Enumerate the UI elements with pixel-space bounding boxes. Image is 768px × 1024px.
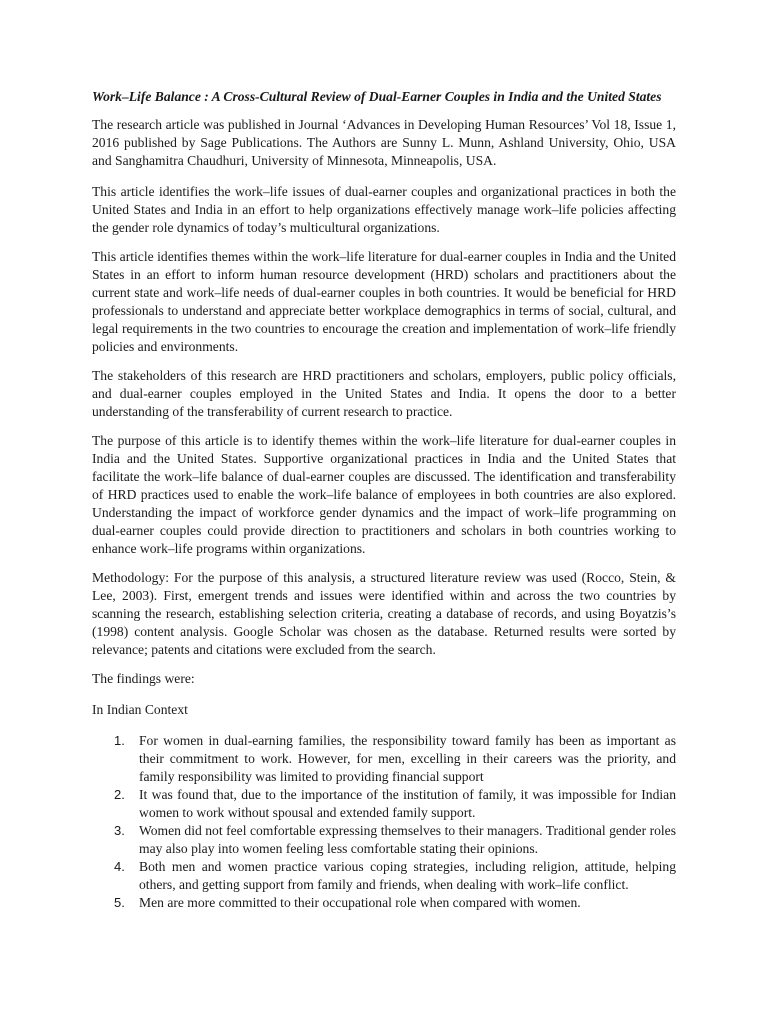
list-item-number: 2. — [114, 787, 125, 802]
body-paragraph: The stakeholders of this research are HRD practitioners and scholars, employers, public policy officials, and dual-earner couples employed in the United States and India. It opens the door to a better understanding of the transferability of current research to practice. — [92, 368, 676, 419]
list-item-text: It was found that, due to the importance of the institution of family, it was impossible for Indian women to work without spousal and extended family support. — [139, 787, 676, 820]
body-paragraph: This article identifies the work–life issues of dual-earner couples and organizational practices in both the United States and India in an effort to help organizations effectively manage work–life policies affecting the gender role dynamics of today’s multicultural organizations. — [92, 184, 676, 235]
document-title: Work–Life Balance : A Cross-Cultural Review of Dual-Earner Couples in India and the United States — [92, 89, 662, 104]
list-item-number: 5. — [114, 895, 125, 910]
list-item — [92, 732, 676, 786]
list-item — [92, 858, 676, 894]
intro-paragraph: The research article was published in Journal ‘Advances in Developing Human Resources’ Vol 18, Issue 1, 2016 published by Sage Publications. The Authors are Sunny L. Munn, Ashland University, Ohio, USA and Sanghamitra Chaudhuri, University of Minnesota, Minneapolis, USA. — [92, 117, 676, 168]
methodology-paragraph: Methodology: For the purpose of this analysis, a structured literature review was used (Rocco, Stein, & Lee, 2003). First, emergent trends and issues were identified within and across the two countries by scanning the research, establishing selection criteria, creating a database of records, and using Boyatzis’s (1998) content analysis. Google Scholar was chosen as the database. Returned results were sorted by relevance; patents and citations were excluded from the search. — [92, 570, 676, 657]
list-item — [92, 894, 676, 912]
list-item-number: 4. — [114, 859, 125, 874]
list-item-number: 1. — [114, 733, 125, 748]
document-body — [92, 88, 676, 912]
body-paragraph: The purpose of this article is to identify themes within the work–life literature for dual-earner couples in India and the United States. Supportive organizational practices in India and the United States that facilitate the work–life balance of dual-earner couples are discussed. The identification and transferability of HRD practices used to enable the work–life balance of employees in both countries are also explored. Understanding the impact of workforce gender dynamics and the impact of work–life programming on dual-earner couples could provide direction to practitioners and scholars in both countries working to enhance work–life programs within organizations. — [92, 433, 676, 556]
body-paragraph: This article identifies themes within the work–life literature for dual-earner couples in India and the United States in an effort to inform human resource development (HRD) scholars and practitioners about the current state and work–life needs of dual-earner couples in both countries. It would be beneficial for HRD professionals to understand and appreciate better workplace demographics in terms of social, cultural, and legal requirements in the two countries to encourage the creation and implementation of work–life friendly policies and environments. — [92, 249, 676, 354]
list-item-text: Both men and women practice various coping strategies, including religion, attitude, helping others, and getting support from family and friends, when dealing with work–life conflict. — [139, 859, 676, 892]
findings-list — [92, 732, 676, 912]
list-item-number: 3. — [114, 823, 125, 838]
list-item-text: Women did not feel comfortable expressing themselves to their managers. Traditional gender roles may also play into women feeling less comfortable stating their opinions. — [139, 823, 676, 856]
findings-label: The findings were: — [92, 671, 195, 686]
list-item-text: For women in dual-earning families, the responsibility toward family has been as important as their commitment to work. However, for men, excelling in their careers was the priority, and family responsibility was limited to providing financial support — [139, 733, 676, 784]
list-item-text: Men are more committed to their occupational role when compared with women. — [139, 895, 581, 910]
list-item — [92, 822, 676, 858]
list-item — [92, 786, 676, 822]
context-label: In Indian Context — [92, 702, 188, 717]
